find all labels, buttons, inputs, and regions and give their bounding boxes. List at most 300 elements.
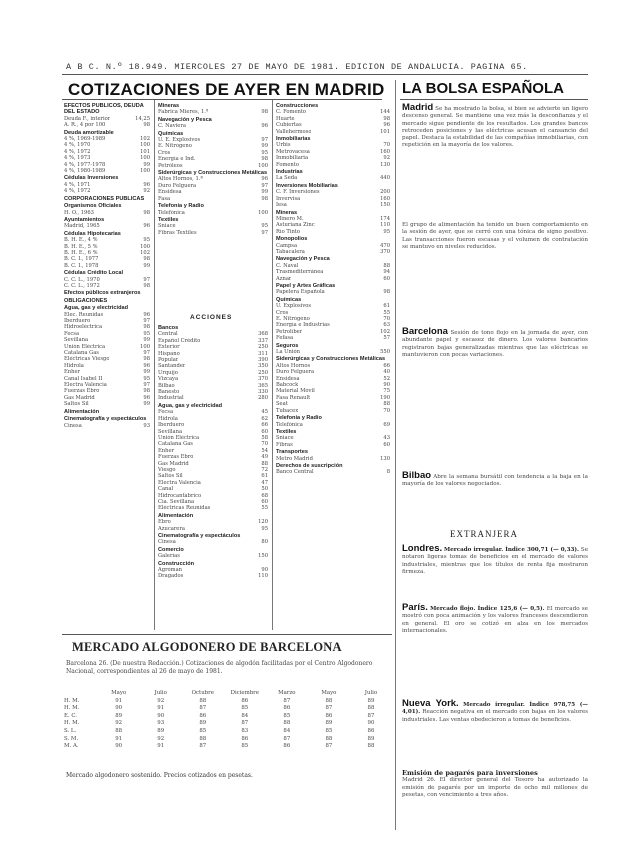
emision-text: Madrid 26. El director general del Tesoro ha autorizado la emisión de pagarés por un importe de ocho mil millones de pesetas, con vencimiento a tres años. (402, 777, 588, 798)
section-heading: Agua, gas y electricidad (158, 402, 223, 409)
quote-value: 99 (143, 161, 150, 168)
quote-value: 70 (383, 407, 390, 414)
table-cell: H. M. (64, 720, 80, 727)
londres-city: Londres. (402, 543, 443, 554)
quote-value: 88 (261, 460, 268, 467)
quote-value: 97 (261, 229, 268, 236)
quote-label: Vizcaya (158, 376, 179, 383)
quote-label: Iberduero (64, 318, 91, 324)
cotizaciones-title: COTIZACIONES DE AYER EN MADRID (68, 80, 385, 99)
section-heading: Alimentación (64, 408, 100, 415)
section-heading: Efectos públicos extranjeros (64, 290, 141, 297)
quote-label: Español Crédito (158, 337, 201, 344)
quote-value: 90 (261, 567, 268, 574)
quote-value: 101 (140, 148, 150, 155)
quote-label: Saltos Sil (64, 401, 89, 408)
quote-value: 365 (258, 382, 268, 389)
quote-value: 97 (143, 382, 150, 389)
quote-row (276, 175, 390, 181)
table-cell: 86 (325, 712, 333, 719)
table-cell: H. M. (64, 697, 80, 704)
quote-label: Cubiertas (276, 122, 302, 129)
quote-label: Fecsa (64, 330, 80, 337)
quote-label: Gas Madrid (64, 394, 95, 401)
table-cell: 86 (283, 705, 291, 712)
quote-label: C. Naval (276, 262, 299, 269)
quote-label: Sevillana (158, 428, 183, 435)
quote-label: Energía e Industrias (276, 322, 330, 329)
table-row (64, 736, 392, 744)
quote-value: 100 (140, 155, 150, 162)
quote-value: 96 (383, 122, 390, 129)
section-heading: Ayuntamientos (64, 216, 105, 223)
quote-label: Sniace (276, 435, 294, 442)
section-heading: Cédulas Hipotecarias (64, 230, 121, 237)
table-cell: 90 (115, 743, 123, 750)
quote-label: Fabrica Mieres, 1.ª (158, 109, 209, 116)
nuevayork-city: Nueva York. (402, 698, 459, 709)
quote-label: Altos Hornos (276, 362, 311, 369)
quote-value: 98 (383, 289, 390, 296)
quote-label: Ebro (158, 519, 171, 526)
section-heading: Bancos (158, 325, 179, 331)
quote-label: Trasmediterránea (276, 269, 324, 276)
quote-value: 54 (261, 447, 268, 454)
quote-row (64, 223, 150, 229)
quote-label: Seat (276, 401, 288, 408)
quote-value: 58 (261, 434, 268, 441)
quote-value: 47 (261, 479, 268, 486)
table-cell: 93 (157, 720, 165, 727)
section-heading: Papel y Artes Gráficas (276, 282, 336, 289)
quote-value: 92 (383, 155, 390, 162)
quote-label: E. Nitrógeno (158, 143, 192, 150)
table-cell: 89 (157, 727, 165, 734)
quote-label: Fecsa (158, 409, 174, 416)
quote-label: Material Móvil (276, 388, 315, 395)
quote-value: 174 (380, 215, 390, 222)
quote-value: 99 (261, 143, 268, 150)
quote-label: Ensidesa (158, 189, 182, 196)
quote-value: 101 (380, 128, 390, 135)
table-cell: 87 (283, 735, 291, 742)
quote-value: 100 (258, 209, 268, 216)
table-cell: 85 (283, 712, 291, 719)
quote-label: 4 %, 1970 (64, 142, 91, 149)
quote-label: Sevillana (64, 337, 89, 344)
quote-label: Gas Madrid (158, 460, 189, 467)
quote-value: 95 (261, 223, 268, 230)
quote-label: H. O., 1963 (64, 209, 94, 216)
section-heading: Transportes (276, 449, 309, 456)
quote-label: Electra Valencia (158, 479, 201, 486)
quote-value: 55 (261, 505, 268, 512)
quote-value: 100 (140, 243, 150, 250)
mercado-note: Mercado algodonero sostenido. Precios cotizados en pesetas. (66, 772, 253, 779)
quote-label: C. Naviera (158, 123, 186, 130)
quote-row (158, 109, 268, 115)
quote-label: Altos Hornos, 1.ª (158, 176, 203, 183)
table-cell: 85 (241, 743, 249, 750)
quote-label: B. C. I., 1978 (64, 262, 99, 269)
quote-value: 97 (261, 137, 268, 144)
table-cell: 85 (241, 705, 249, 712)
quote-value: 95 (261, 525, 268, 532)
quote-label: Petrolíber (276, 328, 303, 335)
table-cell: 86 (241, 697, 249, 704)
table-cell: 89 (199, 720, 207, 727)
section-heading: Construcciones (276, 103, 319, 109)
quote-label: Agroman (158, 567, 183, 574)
quote-label: Viesgo (158, 466, 176, 473)
table-cell: 88 (115, 727, 123, 734)
table-cell: 91 (157, 743, 165, 750)
section-heading: Telefonía y Radio (158, 203, 204, 210)
table-cell: 91 (115, 735, 123, 742)
quote-value: 57 (383, 335, 390, 342)
quote-row (158, 230, 268, 236)
quote-label: Urquijo (158, 369, 178, 376)
table-cell: 90 (115, 705, 123, 712)
madrid-text-2: El grupo de alimentación ha tenido un buen comportamiento en la sesión de ayer, que se cerró con una tónica de signo positivo. Las transacciones fueron escasas y el volumen de contratación se mantuvo en niveles reducidos. (402, 222, 588, 250)
quote-label: Fuerzas Ebro (158, 454, 194, 461)
quote-value: 96 (143, 362, 150, 369)
table-row (64, 713, 392, 721)
quote-value: 97 (143, 276, 150, 283)
section-heading: Derechos de suscripción (276, 462, 343, 469)
title-rule (62, 99, 382, 100)
quote-value: 160 (380, 195, 390, 202)
quote-label: 4 %, 1980-1989 (64, 168, 106, 175)
quote-row (64, 168, 150, 174)
quote-label: Unión Eléctrica (64, 343, 106, 350)
quote-value: 93 (143, 422, 150, 429)
quote-value: 69 (383, 421, 390, 428)
quote-label: Unión Eléctrica (158, 434, 200, 441)
table-cell: M. A. (64, 743, 79, 750)
quote-value: 43 (383, 435, 390, 442)
quote-row (276, 162, 390, 168)
quote-row (158, 553, 268, 559)
bilbao-text: Abre la semana bursátil con tendencia a la baja en la mayoría de los valores negociados. (402, 474, 589, 488)
quote-label: Aznar (276, 275, 292, 282)
quote-value: 99 (143, 369, 150, 376)
quote-row (276, 289, 390, 295)
quote-row (64, 423, 150, 429)
quote-label: Industrial (158, 395, 184, 402)
barcelona-city: Barcelona (402, 326, 448, 337)
table-cell: Diciembre (230, 690, 259, 696)
quote-value: 150 (380, 202, 390, 209)
quote-value: 97 (143, 318, 150, 324)
table-row (64, 720, 392, 728)
quote-label: Hidroeléctrica (64, 324, 103, 331)
quote-value: 95 (383, 228, 390, 235)
quote-value: 98 (383, 115, 390, 122)
quote-label: Hidrola (158, 415, 178, 422)
table-cell: 88 (367, 743, 375, 750)
quote-value: 60 (261, 498, 268, 505)
bolsa-emision (402, 770, 588, 799)
quote-row (276, 129, 390, 135)
section-heading: Deuda amortizable (64, 129, 114, 136)
section-heading: Inmobiliarias (276, 136, 311, 143)
quote-value: 70 (261, 441, 268, 448)
cotton-table (64, 690, 392, 751)
quote-value: 120 (258, 519, 268, 526)
table-cell: 91 (115, 697, 123, 704)
quote-label: Canal (158, 486, 174, 493)
quote-value: 370 (380, 248, 390, 255)
quote-value: 337 (258, 337, 268, 344)
quote-value: 88 (383, 401, 390, 408)
bolsa-nuevayork (402, 700, 588, 724)
quote-value: 100 (140, 168, 150, 175)
londres-text: Se notaron ligeras tomas de beneficios en el mercado de valores industriales, mientras que los títulos de renta fija mostraron firmeza. (402, 547, 589, 575)
quote-label: Hidrocantábrico (158, 492, 202, 499)
bolsa-title: LA BOLSA ESPAÑOLA (402, 80, 564, 97)
table-cell: 87 (199, 743, 207, 750)
section-heading: Cédulas Inversiones (64, 175, 119, 182)
quote-value: 330 (258, 389, 268, 396)
quote-label: Invervisa (276, 195, 301, 202)
table-cell: 88 (325, 697, 333, 704)
section-heading: Cinematografía y espectáculos (64, 416, 147, 423)
quote-label: Popular (158, 357, 179, 364)
quote-value: 52 (383, 375, 390, 382)
quote-label: Catalana Gas (64, 350, 99, 357)
quote-value: 62 (261, 415, 268, 422)
quote-value: 280 (258, 395, 268, 402)
quote-value: 98 (261, 195, 268, 202)
quote-label: Enher (64, 369, 81, 376)
table-cell: 85 (325, 727, 333, 734)
table-cell: 84 (283, 727, 291, 734)
nuevayork-head: Mercado irregular. Índice 978,75 (— 4,01). (402, 702, 588, 716)
quote-value: 130 (380, 455, 390, 462)
table-cell: Octubre (191, 690, 214, 696)
quote-value: 96 (143, 394, 150, 401)
quote-value: 96 (143, 181, 150, 188)
section-heading: Organismos Oficiales (64, 203, 122, 210)
quote-label: Fibras Textiles (158, 229, 197, 236)
quote-value: 98 (143, 122, 150, 129)
bolsa-madrid-2 (402, 222, 588, 251)
table-cell: 86 (283, 743, 291, 750)
section-heading: Agua, gas y electricidad (64, 305, 129, 312)
quote-label: Río Tinto (276, 228, 301, 235)
quote-value: 440 (380, 175, 390, 182)
quote-label: Santander (158, 363, 186, 370)
quote-label: Madrid, 1965 (64, 223, 100, 230)
quote-value: 370 (258, 376, 268, 383)
quote-value: 98 (143, 256, 150, 263)
quote-label: Urbis (276, 142, 291, 149)
table-cell: 88 (283, 720, 291, 727)
section-heading: Industrias (276, 169, 303, 176)
quote-row (64, 401, 150, 407)
quote-value: 470 (380, 242, 390, 249)
quote-value: 98 (143, 282, 150, 289)
quote-value: 96 (261, 123, 268, 130)
quote-row (158, 123, 268, 129)
quote-value: 99 (143, 262, 150, 269)
quote-row (158, 163, 268, 169)
table-cell: Marzo (278, 690, 296, 696)
quote-label: Enher (158, 447, 175, 454)
section-heading: Mineras (158, 103, 180, 109)
quote-value: 80 (261, 539, 268, 546)
section-heading: Navegación y Pesca (158, 116, 212, 123)
table-cell: 87 (325, 705, 333, 712)
quote-label: Telefónica (158, 209, 185, 216)
quote-row (64, 122, 150, 128)
quote-value: 70 (383, 142, 390, 149)
quote-label: Papelera Española (276, 289, 325, 296)
quote-value: 95 (143, 375, 150, 382)
madrid-text: Se ha mostrado la bolsa, si bien se advierte un ligero descenso general. Se mantiene una vez más la desconfianza y el mercado sigue pendiente de los resultados. Los grandes bancos retroceden posiciones y las eléctricas acusan el cansancio del papel. Destaca la estabilidad de las compañías inmobiliarias, con repetición en la mayoría de los valores. (402, 106, 589, 149)
quote-value: 250 (258, 369, 268, 376)
quote-label: B. H. E., 5 % (64, 243, 98, 250)
mercado-intro: Barcelona 26. (De nuestra Redacción.) Cotizaciones de algodón facilitadas por el Centro Algodonero Nacional, correspondientes al 26 de mayo de 1981. (66, 660, 373, 675)
quote-value: 96 (143, 223, 150, 230)
table-row (64, 705, 392, 713)
quote-value: 88 (383, 262, 390, 269)
quote-value: 40 (383, 369, 390, 376)
nuevayork-text: Reacción negativa en el mercado con bajas en los valores industriales. Las ventas obedecieron a tomas de beneficios. (402, 709, 588, 723)
header-rule (62, 74, 588, 75)
quote-row (276, 456, 390, 462)
quote-row (64, 283, 150, 289)
quote-row (276, 408, 390, 414)
quote-label: Catalana Gas (158, 441, 193, 448)
quote-label: Duro Felguera (158, 182, 197, 189)
quotes-column-1 (64, 102, 150, 630)
quote-label: C. C. L., 1970 (64, 276, 100, 283)
table-cell: 87 (325, 743, 333, 750)
quote-label: Eléctricas Reunidas (158, 505, 211, 512)
quote-value: 98 (261, 109, 268, 116)
table-cell: 90 (367, 720, 375, 727)
quote-label: Deuda F., interior (64, 115, 111, 122)
quote-value: 102 (380, 328, 390, 335)
bolsa-londres (402, 545, 588, 576)
quote-row (276, 276, 390, 282)
quote-value: 98 (261, 156, 268, 163)
quote-row (158, 196, 268, 202)
section-heading: Construcción (158, 560, 195, 567)
quote-label: Bilbao (158, 382, 175, 389)
quote-value: 250 (258, 344, 268, 351)
quote-value: 110 (380, 222, 390, 229)
quote-value: 95 (143, 237, 150, 244)
quote-label: Metro Madrid (276, 455, 313, 462)
quote-value: 96 (143, 311, 150, 318)
quote-value: 70 (383, 316, 390, 322)
quote-value: 350 (258, 363, 268, 370)
quote-label: Cros (158, 149, 171, 156)
section-heading: Químicas (276, 296, 302, 303)
section-heading: Siderúrgicas y Construcciones Metálicas (158, 170, 268, 177)
quote-label: Petróleos (158, 162, 183, 169)
section-heading: Monopolios (276, 236, 308, 243)
quote-label: Duro Felguera (276, 369, 315, 376)
quote-label: U. Explosivos (276, 303, 312, 310)
quote-label: Inmobiliaria (276, 155, 309, 162)
column-divider (395, 80, 396, 830)
quote-value: 390 (258, 357, 268, 364)
quote-label: Campsa (276, 242, 298, 249)
quote-label: Fibras (276, 441, 293, 448)
quote-value: 94 (383, 269, 390, 276)
quote-value: 98 (143, 209, 150, 216)
quote-row (158, 505, 268, 511)
quote-value: 68 (261, 492, 268, 499)
quote-row (64, 188, 150, 194)
bolsa-barcelona (402, 328, 588, 359)
quote-label: Central (158, 331, 178, 338)
table-cell: S. M. (64, 735, 79, 742)
quote-label: Fasa (158, 195, 171, 202)
mercado-title: MERCADO ALGODONERO DE BARCELONA (72, 640, 342, 654)
quote-label: 4 %, 1971 (64, 181, 91, 188)
column-divider (272, 100, 273, 630)
quote-label: Hidrola (64, 362, 84, 369)
quote-value: 98 (143, 324, 150, 331)
quote-label: Banco Central (276, 469, 314, 476)
quote-label: 4 %, 1977-1978 (64, 161, 106, 168)
quote-value: 45 (261, 409, 268, 416)
barcelona-text: Sesión de tono flojo en la jornada de ayer, con abundante papel y escasez de dinero. Los valores bancarios registraron bajas generalizadas mientras que las eléctricas se mantuvieron con pocas variaciones. (402, 330, 588, 358)
table-cell: 89 (367, 697, 375, 704)
quote-value: 60 (383, 441, 390, 448)
table-cell: 88 (325, 735, 333, 742)
bolsa-rule (400, 99, 588, 100)
quote-label: Fomento (276, 161, 299, 168)
quote-value: 63 (383, 322, 390, 329)
quote-row (158, 539, 268, 545)
table-cell: 87 (367, 712, 375, 719)
bolsa-madrid (402, 104, 588, 150)
table-cell: 86 (199, 712, 207, 719)
quote-label: Tubacex (276, 407, 299, 414)
quote-label: Banesto (158, 389, 180, 396)
quote-label: Iberduero (158, 422, 185, 429)
table-cell: 87 (283, 697, 291, 704)
section-heading: Químicas (158, 130, 184, 137)
table-cell: E. C. (64, 712, 78, 719)
table-cell: Julio (364, 690, 378, 696)
table-cell: 84 (241, 712, 249, 719)
quote-value: 160 (380, 148, 390, 155)
paris-head: Mercado flojo. Índice 125,6 (— 0,5). (430, 606, 545, 612)
quote-label: Minero M. (276, 215, 304, 222)
table-cell: 88 (199, 697, 207, 704)
table-cell: 87 (199, 705, 207, 712)
quote-label: Cros (276, 309, 289, 316)
table-cell: 87 (241, 720, 249, 727)
table-cell (64, 690, 98, 698)
quote-label: Eléctricas Viesgo (64, 356, 110, 363)
quote-label: Metrovacesa (276, 148, 310, 155)
table-cell: S. L. (64, 727, 77, 734)
mercado-rule (62, 634, 392, 635)
table-cell: 89 (325, 720, 333, 727)
table-row (64, 728, 392, 736)
quote-value: 144 (380, 109, 390, 116)
quote-row (276, 249, 390, 255)
quote-label: B. C. I., 1977 (64, 256, 99, 263)
